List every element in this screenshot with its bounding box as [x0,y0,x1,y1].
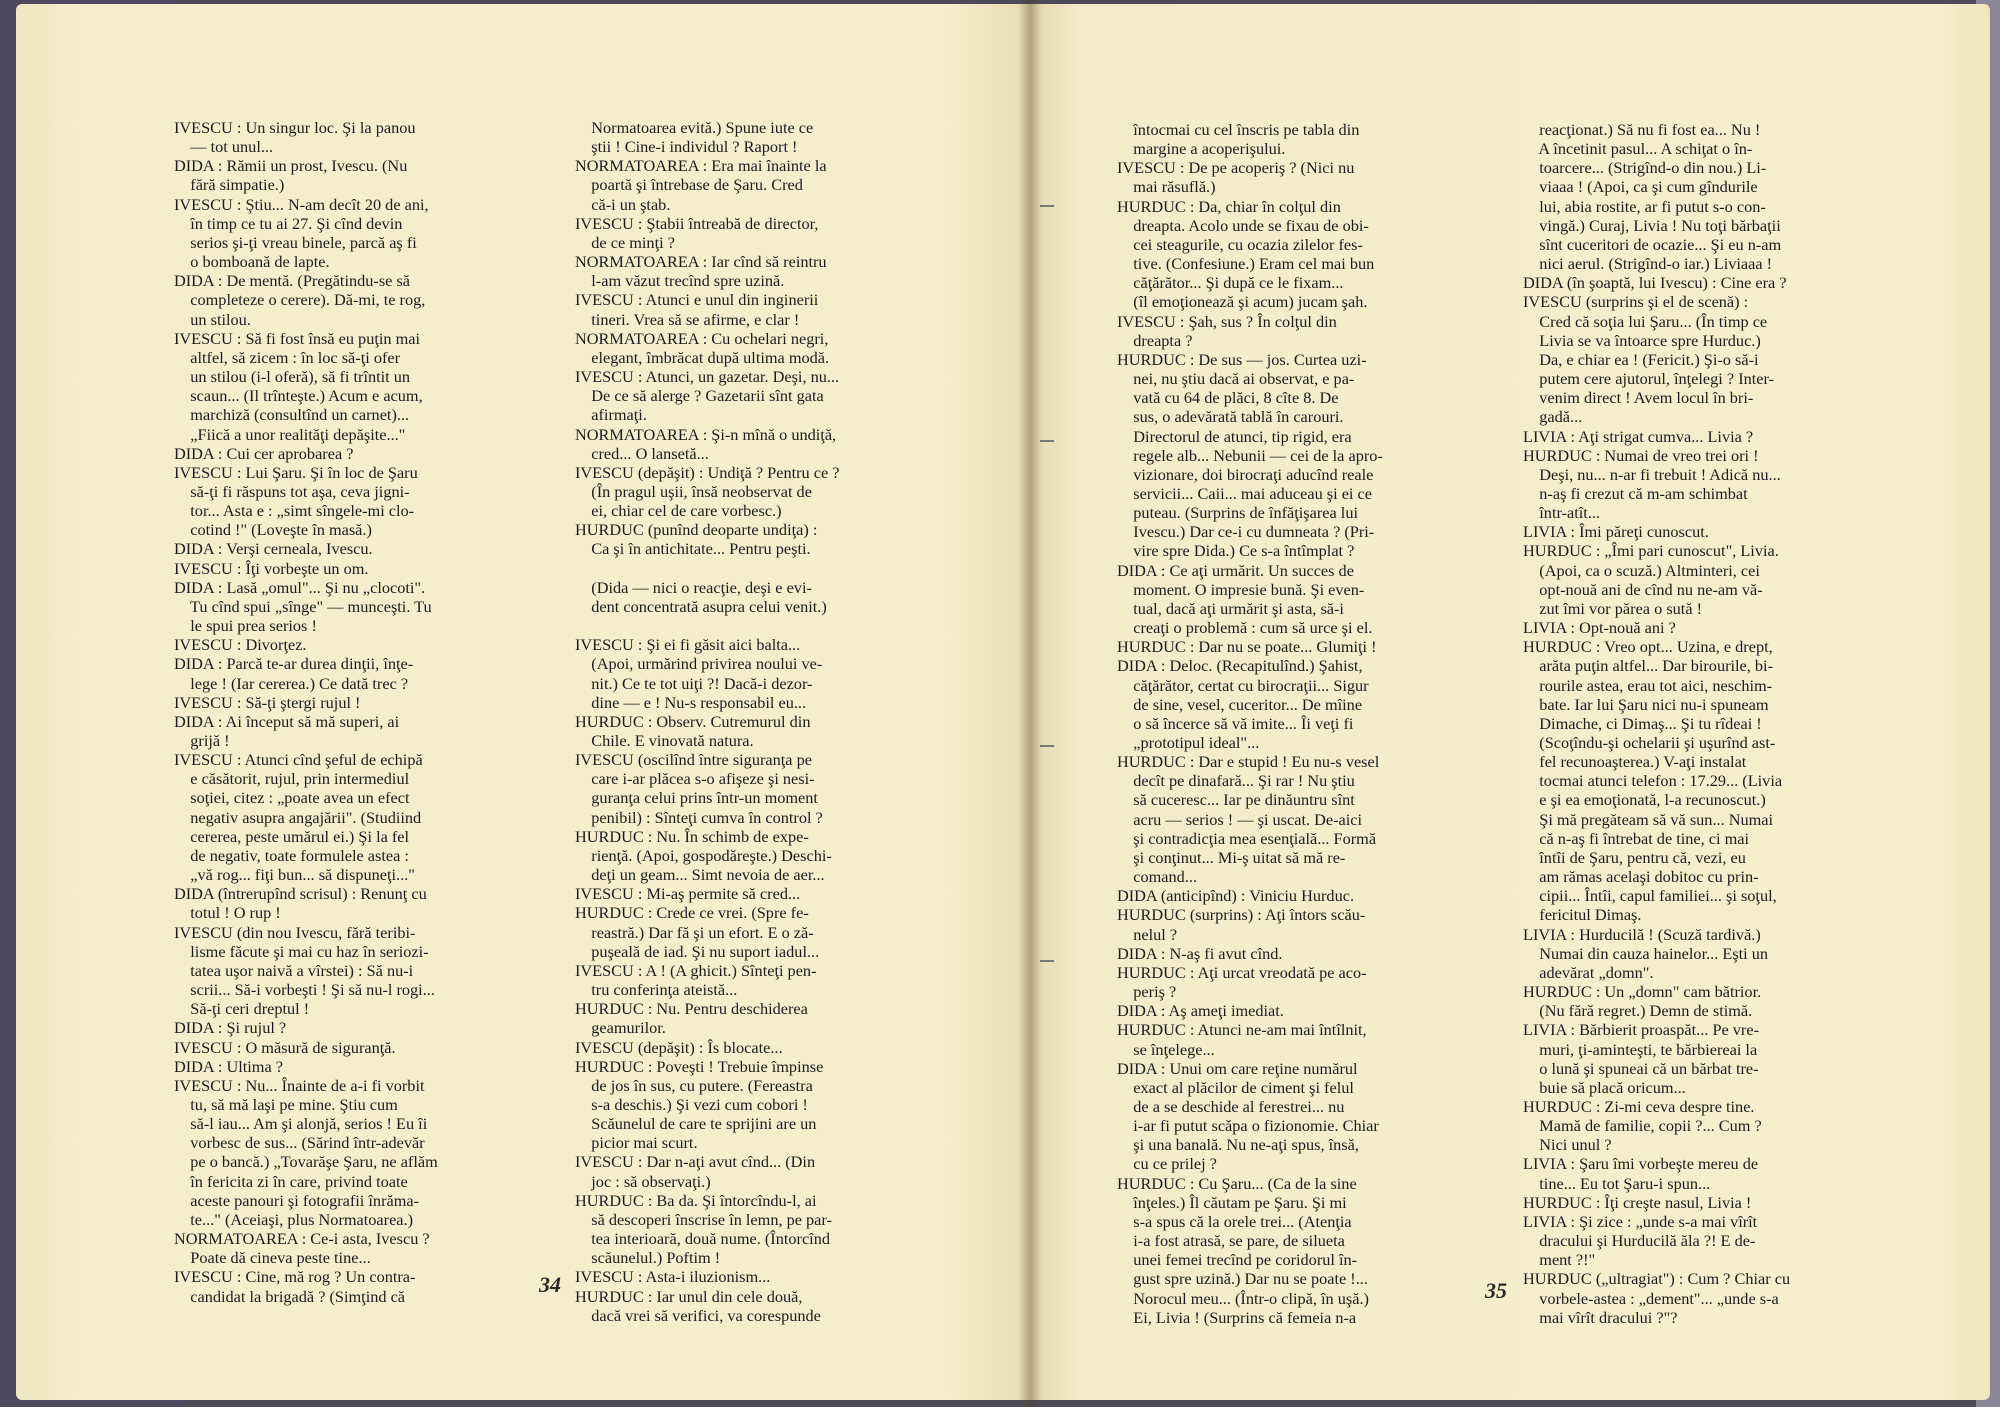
text-line: de a se deschide al ferestrei... nu [1117,1096,1345,1116]
text-line: dine — e ! Nu-s responsabil eu... [575,692,807,712]
text-line: şi conţinut... Mi-ş uitat să mă re- [1117,847,1346,867]
text-line: cu ce prilej ? [1117,1154,1217,1174]
text-line: HURDUC („ultragiat") : Cum ? Chiar cu [1523,1269,1791,1289]
text-line: tive. (Confesiune.) Eram cel mai bun [1117,254,1375,274]
text-line: LIVIA : Şaru îmi vorbeşte mereu de [1523,1154,1759,1174]
text-line: IVESCU : Atunci, un gazetar. Deşi, nu... [575,367,840,387]
text-line: o lună şi spuneai că un bărbat tre- [1523,1058,1759,1078]
text-line: viaaa ! (Apoi, ca şi cum gîndurile [1523,177,1758,197]
text-line: HURDUC : Crede ce vrei. (Spre fe- [575,903,809,923]
text-line: Dimache, ci Dimaş... Şi tu rîdeai ! [1523,713,1762,733]
text-line: ment ?!" [1523,1250,1596,1270]
text-line: te..." (Aceiaşi, plus Normatoarea.) [174,1209,414,1229]
text-line: Numai din cauza hainelor... Eşti un [1523,943,1769,963]
text-line: HURDUC : Nu. În schimb de expe- [575,826,809,846]
text-line: i-a fost atrasă, se pare, de silueta [1117,1231,1345,1251]
text-line: IVESCU : Asta-i iluzionism... [575,1267,771,1287]
text-line: zut îmi vor părea o sută ! [1523,598,1703,618]
right-page [1030,4,1990,1400]
text-line: HURDUC : Îţi creşte nasul, Livia ! [1523,1192,1752,1212]
text-line: o să încerce să vă imite... Îi veţi fi [1117,713,1354,733]
text-line: IVESCU : Ştabii întreabă de director, [575,213,819,233]
text-line: i-ar fi putut scăpa o fizionomie. Chiar [1117,1116,1379,1136]
text-line: IVESCU : A ! (A ghicit.) Sînteţi pen- [575,960,817,980]
left-page-column-2 [575,118,840,1325]
text-line: reastră.) Dar fă şi un efort. E o ză- [575,922,814,942]
text-line: joc : să observaţi.) [575,1171,711,1191]
text-line: elegant, îmbrăcat după ultima modă. [575,347,830,367]
text-line: regele alb... Nebunii — cei de la apro- [1117,445,1383,465]
text-line: picior mai scurt. [575,1133,698,1153]
text-line: înţeles.) Îl căutam pe Şaru. Şi mi [1117,1192,1347,1212]
text-line: De ce să alerge ? Gazetarii sînt gata [575,386,824,406]
text-line: vorbesc de sus... (Sărind într-adevăr [174,1133,425,1153]
text-line: Normatoarea evită.) Spune iute ce [575,118,814,137]
text-line: lege ! (Iar cererea.) Ce dată trec ? [174,673,409,693]
text-line: HURDUC : Da, chiar în colţul din [1117,196,1341,216]
text-line: scaun... (Il trînteşte.) Acum e acum, [174,386,423,406]
text-line: Scăunelul de care te sprijini are un [575,1114,817,1134]
text-line: în timp ce tu ai 27. Şi cînd devin [174,213,403,233]
text-line: lui, abia rostite, ar fi putut s-o con- [1523,196,1766,216]
text-line: se înţelege... [1117,1039,1215,1059]
text-line: HURDUC : Zi-mi ceva despre tine. [1523,1096,1755,1116]
text-line: IVESCU : Să fi fost însă eu puţin mai [174,328,421,348]
text-line: Chile. E vinovată natura. [575,731,754,750]
text-line: să descoperi înscrise în lemn, pe par- [575,1209,832,1229]
text-line: negativ asupra angajării". (Studiind [174,807,422,827]
text-line: IVESCU (din nou Ivescu, fără teribi- [174,922,416,942]
text-line: rienţă. (Apoi, gospodăreşte.) Deschi- [575,845,832,865]
text-line: de ce minţi ? [575,232,675,252]
text-line: (îl emoţionează şi acum) jucam şah. [1117,292,1368,312]
text-line: întîi de Şaru, pentru că, vezi, eu [1523,847,1746,867]
text-line: e şi ea emoţionată, l-a recunoscut.) [1523,790,1766,810]
text-line: (În pragul uşii, însă neobservat de [575,481,812,501]
text-line: un stilou (i-l oferă), să fi trîntit un [174,367,411,387]
text-line: IVESCU : Ştiu... N-am decît 20 de ani, [174,194,429,214]
text-line: DIDA : Şi rujul ? [174,1018,287,1038]
text-line: să cuceresc... Iar pe dinăuntru sînt [1117,790,1355,810]
text-line: Ca şi în antichitate... Pentru peşti. [575,539,811,559]
text-line: Deşi, nu... n-ar fi trebuit ! Adică nu... [1523,464,1781,484]
text-line: puşeală de iad. Şi nu suport iadul... [575,941,820,961]
text-line: HURDUC (surprins) : Aţi întors scău- [1117,905,1366,925]
text-line: Norocul meu... (Într-o clipă, în uşă.) [1117,1288,1369,1308]
text-line: IVESCU : Să-ţi ştergi rujul ! [174,692,361,712]
text-line: NORMATOAREA : Ce-i asta, Ivescu ? [174,1229,430,1249]
text-line: vingă.) Curaj, Livia ! Nu toţi bărbaţii [1523,215,1781,235]
text-line: IVESCU : Atunci e unul din inginerii [575,290,819,310]
text-line: IVESCU : Şi ei fi găsit aici balta... [575,635,801,655]
text-line: le spui prea serios ! [174,616,317,636]
text-line: să-ţi fi răspuns tot aşa, ceva jigni- [174,481,410,501]
text-line: IVESCU : De pe acoperiş ? (Nici nu [1117,158,1355,178]
text-line: moment. O impresie bună. Şi even- [1117,579,1365,599]
text-line: buie să placă oricum... [1523,1077,1686,1097]
text-line: tocmai atunci telefon : 17.29... (Livia [1523,771,1783,791]
text-line [575,559,840,578]
text-line: candidat la brigadă ? (Simţind că [174,1286,406,1306]
text-line: tea interioară, două nume. (Întorcînd [575,1229,830,1249]
text-line: IVESCU : Îţi vorbeşte un om. [174,558,369,578]
text-line: creaţi o problemă : cum să urce şi el. [1117,618,1373,638]
text-line: afirmaţi. [575,405,647,425]
text-line: IVESCU (depăşit) : Îs blocate... [575,1037,783,1057]
text-line: Ei, Livia ! (Surprins că femeia n-a [1117,1307,1357,1327]
text-line: HURDUC : Un „domn" cam bătrior. [1523,982,1762,1002]
text-line: DIDA (anticipînd) : Viniciu Hurduc. [1117,886,1355,906]
text-line: dreapta. Acolo unde se fixau de obi- [1117,215,1369,235]
text-line: (Dida — nici o reacţie, deşi e evi- [575,577,812,597]
text-line: venim direct ! Avem locul în bri- [1523,388,1754,408]
text-line: că n-aş fi întrebat de tine, ci mai [1523,828,1750,848]
text-line: IVESCU : Cine, mă rog ? Un contra- [174,1267,416,1287]
text-line: DIDA : Ultima ? [174,1056,283,1076]
text-line: cei steagurile, cu ocazia zilelor fes- [1117,234,1363,254]
text-line: HURDUC : „Îmi pari cunoscut", Livia. [1523,541,1779,561]
text-line: unei femei trecînd pe coridorul în- [1117,1250,1358,1270]
text-line: NORMATOAREA : Şi-n mînă o undiţă, [575,424,837,444]
text-line: LIVIA : Îmi păreţi cunoscut. [1523,522,1709,542]
text-line: mai vîrît dracului ?"? [1523,1307,1678,1327]
text-line: LIVIA : Opt-nouă ani ? [1523,618,1676,638]
text-line: bate. Iar lui Şaru nici nu-i spuneam [1523,694,1769,714]
text-line: IVESCU (oscilînd între siguranţa pe [575,750,812,770]
text-line: DIDA : Cui cer aprobarea ? [174,443,354,463]
text-line: IVESCU : Şah, sus ? În colţul din [1117,311,1337,331]
text-line: servicii... Caii... mai aduceau şi ei ce [1117,483,1372,503]
text-line: DIDA : Deloc. (Recapitulînd.) Şahist, [1117,656,1363,676]
text-line: reacţionat.) Să nu fi fost ea... Nu ! [1523,120,1761,139]
text-line: dacă vrei să verifici, va corespunde [575,1305,821,1325]
text-line: deţi un geam... Simt nevoia de aer... [575,865,825,885]
text-line: „vă rog... fiţi bun... să dispuneţi..." [174,865,415,885]
text-line: ei, chiar cel de care vorbesc.) [575,501,782,521]
text-line: Tu cînd spui „sînge" — munceşti. Tu [174,596,432,616]
text-line: de sine, vesel, cuceritor... De mîine [1117,694,1363,714]
text-line: NORMATOAREA : Era mai înainte la [575,156,827,176]
page-number-left: 34 [539,1272,561,1297]
text-line: tatea uşor naivă a vîrstei) : Să nu-i [174,960,414,980]
text-line: LIVIA : Şi zice : „unde s-a mai vîrît [1523,1211,1758,1231]
text-line: care i-ar plăcea s-o afişeze şi nesi- [575,769,815,789]
text-line: HURDUC : Dar nu se poate... Glumiţi ! [1117,637,1377,657]
text-line: DIDA : Ai început să mă superi, ai [174,711,400,731]
text-line: ştii ! Cine-i individul ? Raport ! [575,137,798,157]
text-line: vată cu 64 de plăci, 8 cîte 8. De [1117,388,1339,408]
text-line: NORMATOAREA : Iar cînd să reintru [575,252,827,272]
text-line: în fericita zi în care, privind toate [174,1171,408,1191]
text-line: sus, o adevărată tablă în carouri. [1117,407,1344,427]
text-line: DIDA : Verşi cerneala, Ivescu. [174,539,373,559]
text-line [575,616,840,635]
right-page-column-2 [1523,120,1790,1327]
text-line: am rămas acelaşi dobitoc cu prin- [1523,867,1759,887]
text-line: tine... Eu tot Şaru-i spun... [1523,1173,1711,1193]
text-line: totul ! O rup ! [174,903,281,923]
text-line: dent concentrată asupra celui venit.) [575,596,827,616]
text-line: sînt cuceritori de ocazie... Şi eu n-am [1523,234,1782,254]
text-line: HURDUC : Cu Şaru... (Ca de la sine [1117,1173,1357,1193]
text-line: şi contradicţia mea esenţială... Formă [1117,828,1377,848]
text-line: DIDA : Ce aţi urmărit. Un succes de [1117,560,1354,580]
text-line: fără simpatie.) [174,175,285,195]
text-line: HURDUC : Dar e stupid ! Eu nu-s vesel [1117,752,1380,772]
margin-mark [1040,745,1054,747]
text-line: acru — serios ! — şi uscat. De-aici [1117,809,1363,829]
text-line: mai răsuflă.) [1117,177,1216,197]
text-line: LIVIA : Bărbierit proaspăt... Pe vre- [1523,1020,1760,1040]
text-line: aceste panouri şi fotografii înrăma- [174,1190,420,1210]
text-line: IVESCU (depăşit) : Undiţă ? Pentru ce ? [575,462,840,482]
text-line: IVESCU : Lui Şaru. Şi în loc de Şaru [174,462,418,482]
margin-mark [1040,205,1054,207]
text-line: tual, dacă aţi urmărit şi asta, să-i [1117,598,1344,618]
text-line: căţărător, certat cu birocraţii... Sigur [1117,675,1369,695]
text-line: de jos în sus, cu putere. (Fereastra [575,1075,813,1095]
text-line: cipii... Întîi, capul familiei... şi soţul, [1523,886,1777,906]
text-line: toarcere... (Strigînd-o din nou.) Li- [1523,158,1767,178]
text-line: cotind !" (Loveşte în masă.) [174,520,372,540]
text-line: Livia se va întoarce spre Hurduc.) [1523,330,1761,350]
text-line: Poate dă cineva peste tine... [174,1248,371,1268]
text-line: Şi mă pregăteam să vă sun... Numai [1523,809,1774,829]
page-number-right: 35 [1485,1278,1507,1303]
text-line: comand... [1117,867,1198,887]
text-line: (Nu fără regret.) Demn de stimă. [1523,1001,1753,1021]
text-line: soţiei, citez : „poate avea un efect [174,788,410,808]
text-line: — tot unul... [174,137,274,157]
text-line: puteau. (Surprins de înfăţişarea lui [1117,503,1358,523]
text-line: DIDA (în şoaptă, lui Ivescu) : Cine era ? [1523,273,1787,293]
text-line: dracului şi Hurducilă ăla ?! E de- [1523,1231,1756,1251]
text-line: tu, să mă laşi pe mine. Ştiu cum [174,1094,398,1114]
margin-mark [1040,440,1054,442]
text-line: HURDUC : Nu. Pentru deschiderea [575,999,808,1019]
text-line: e căsătorit, rujul, prin intermediul [174,769,410,789]
text-line: nici aerul. (Strigînd-o iar.) Liviaaa ! [1523,254,1773,274]
text-line: Mamă de familie, copii ?... Cum ? [1523,1116,1762,1136]
text-line: IVESCU : O măsură de siguranţă. [174,1037,396,1057]
text-line: o bomboană de lapte. [174,252,330,272]
text-line: DIDA : Unui om care reţine numărul [1117,1058,1358,1078]
text-line: dreapta ? [1117,330,1193,350]
text-line: DIDA : Rămii un prost, Ivescu. (Nu [174,156,408,176]
text-line: DIDA : Aş ameţi imediat. [1117,1001,1284,1021]
text-line: tru conferinţa ateistă... [575,980,738,1000]
text-line: de negativ, toate formulele astea : [174,845,409,865]
text-line: DIDA : N-aş fi avut cînd. [1117,943,1283,963]
text-line: LIVIA : Hurducilă ! (Scuză tardivă.) [1523,924,1761,944]
text-line: putem cere ajutorul, înţelegi ? Inter- [1523,369,1775,389]
text-line: (Apoi, ca o scuză.) Altminteri, cei [1523,560,1760,580]
text-line: întocmai cu cel înscris pe tabla din [1117,120,1360,139]
text-line: căţărător... Şi după ce le fixam... [1117,273,1344,293]
text-line: marchiză (consultînd un carnet)... [174,405,410,425]
text-line: şi una banală. Nu ne-aţi spus, însă, [1117,1135,1359,1155]
text-line: geamurilor. [575,1018,666,1038]
text-line: IVESCU : Nu... Înainte de a-i fi vorbit [174,1075,425,1095]
text-line: muri, ţi-aminteşti, te bărbiereai la [1523,1039,1758,1059]
text-line: HURDUC : De sus — jos. Curtea uzi- [1117,349,1367,369]
text-line: fericitul Dimaş. [1523,905,1642,925]
text-line: completeze o cerere). Dă-mi, te rog, [174,290,426,310]
text-line: l-am văzut trecînd spre uzină. [575,271,785,291]
text-line: IVESCU : Dar n-aţi avut cînd... (Din [575,1152,816,1172]
text-line: altfel, să zicem : în loc să-ţi ofer [174,347,401,367]
text-line: adevărat „domn". [1523,962,1654,982]
text-line: HURDUC (punînd deoparte undiţa) : [575,520,818,540]
book-gutter [1018,0,1042,1407]
text-line: IVESCU : Divorţez. [174,635,307,655]
text-line: tor... Asta e : „simt sîngele-mi clo- [174,501,415,521]
text-line: DIDA : Parcă te-ar durea dinţii, înţe- [174,654,414,674]
text-line: HURDUC : Vreo opt... Uzina, e drept, [1523,637,1773,657]
text-line: IVESCU : Mi-aş permite să cred... [575,884,801,904]
text-line: vire spre Dida.) Ce s-a întîmplat ? [1117,541,1355,561]
text-line: gust spre uzină.) Dar nu se poate !... [1117,1269,1368,1289]
text-line: Da, e chiar ea ! (Fericit.) Şi-o să-i [1523,349,1759,369]
text-line: pe o bancă.) „Tovarăşe Şaru, ne aflăm [174,1152,438,1172]
text-line: penibil) : Sînteţi cumva în control ? [575,807,823,827]
text-line: IVESCU : Un singur loc. Şi la panou [174,118,416,137]
text-line: „prototipul ideal"... [1117,733,1260,752]
text-line: Cred că soţia lui Şaru... (În timp ce [1523,311,1768,331]
text-line: HURDUC : Atunci ne-am mai întîlnit, [1117,1020,1367,1040]
text-line: HURDUC : Poveşti ! Trebuie împinse [575,1056,824,1076]
text-line: (Apoi, urmărind privirea noului ve- [575,654,823,674]
left-page-column-1 [174,118,438,1306]
text-line: opt-nouă ani de cînd nu ne-am vă- [1523,579,1763,599]
text-line: poartă şi întrebase de Şaru. Cred [575,175,803,195]
text-line: margine a acoperişului. [1117,139,1286,159]
text-line: că-i un ştab. [575,194,671,214]
text-line: Nici unul ? [1523,1135,1612,1155]
text-line: fel recunoaşterea.) V-aţi instalat [1523,752,1747,772]
text-line: n-aş fi crezut că m-am schimbat [1523,483,1748,503]
text-line: într-atît... [1523,503,1600,523]
text-line: periş ? [1117,982,1177,1002]
text-line: Ivescu.) Dar ce-i cu dumneata ? (Pri- [1117,522,1375,542]
text-line: guranţa celui prins într-un moment [575,788,818,808]
text-line: A încetinit pasul... A schiţat o în- [1523,139,1753,159]
text-line: HURDUC : Observ. Cutremurul din [575,711,811,731]
text-line: „Fiică a unor realităţi depăşite..." [174,424,406,444]
right-page-column-1 [1117,120,1383,1327]
text-line: un stilou. [174,309,251,329]
text-line: arăta puţin altfel... Dar birourile, bi- [1523,656,1774,676]
text-line: s-a deschis.) Şi vezi cum cobori ! [575,1094,808,1114]
text-line: rourile astea, erau tot aici, neschim- [1523,675,1773,695]
text-line: vorbele-astea : „dement"... „unde s-a [1523,1288,1779,1308]
text-line: tineri. Vrea să se afirme, e clar ! [575,309,800,329]
text-line: LIVIA : Aţi strigat cumva... Livia ? [1523,426,1754,446]
text-line: s-a spus că la orele trei... (Atenţia [1117,1211,1352,1231]
text-line: DIDA (întrerupînd scrisul) : Renunţ cu [174,884,427,904]
text-line: nei, nu ştiu dacă ai observat, e pa- [1117,369,1355,389]
text-line: Să-ţi ceri dreptul ! [174,999,310,1019]
text-line: IVESCU : Atunci cînd şeful de echipă [174,750,423,770]
text-line: (Scoţîndu-şi ochelarii şi uşurînd ast- [1523,733,1776,752]
text-line: Directorul de atunci, tip rigid, era [1117,426,1352,446]
text-line: HURDUC : Ba da. Şi întorcîndu-l, ai [575,1190,817,1210]
text-line: IVESCU (surprins şi el de scenă) : [1523,292,1749,312]
text-line: exact al plăcilor de ciment şi felul [1117,1077,1354,1097]
margin-mark [1040,960,1054,962]
text-line: vizionare, doi birocraţi aducînd reale [1117,464,1374,484]
text-line: cererea, peste umărul ei.) Şi la fel [174,826,410,846]
text-line: lisme făcute şi mai cu haz în seriozi- [174,941,429,961]
text-line: scrii... Să-i vorbeşti ! Şi să nu-l rogi... [174,980,435,1000]
text-line: nit.) Ce te tot uiţi ?! Dacă-i dezor- [575,673,813,693]
text-line: HURDUC : Aţi urcat vreodată pe aco- [1117,962,1367,982]
text-line: DIDA : Lasă „omul"... Şi nu „clocoti". [174,577,426,597]
text-line: gadă... [1523,407,1583,427]
text-line: NORMATOAREA : Cu ochelari negri, [575,328,829,348]
text-line: să-l iau... Am şi alonjă, serios ! Eu îi [174,1114,428,1134]
text-line: serios şi-ţi vreau binele, parcă aş fi [174,232,417,252]
text-line: cred... O lansetă... [575,443,709,463]
text-line: nelul ? [1117,924,1178,944]
text-line: scăunelul.) Poftim ! [575,1248,721,1268]
text-line: HURDUC : Iar unul din cele două, [575,1286,803,1306]
text-line: HURDUC : Numai de vreo trei ori ! [1523,445,1759,465]
text-line: decît pe dinafară... Şi rar ! Nu ştiu [1117,771,1355,791]
left-page [16,4,1030,1400]
text-line: DIDA : De mentă. (Pregătindu-se să [174,271,411,291]
text-line: grijă ! [174,731,230,750]
